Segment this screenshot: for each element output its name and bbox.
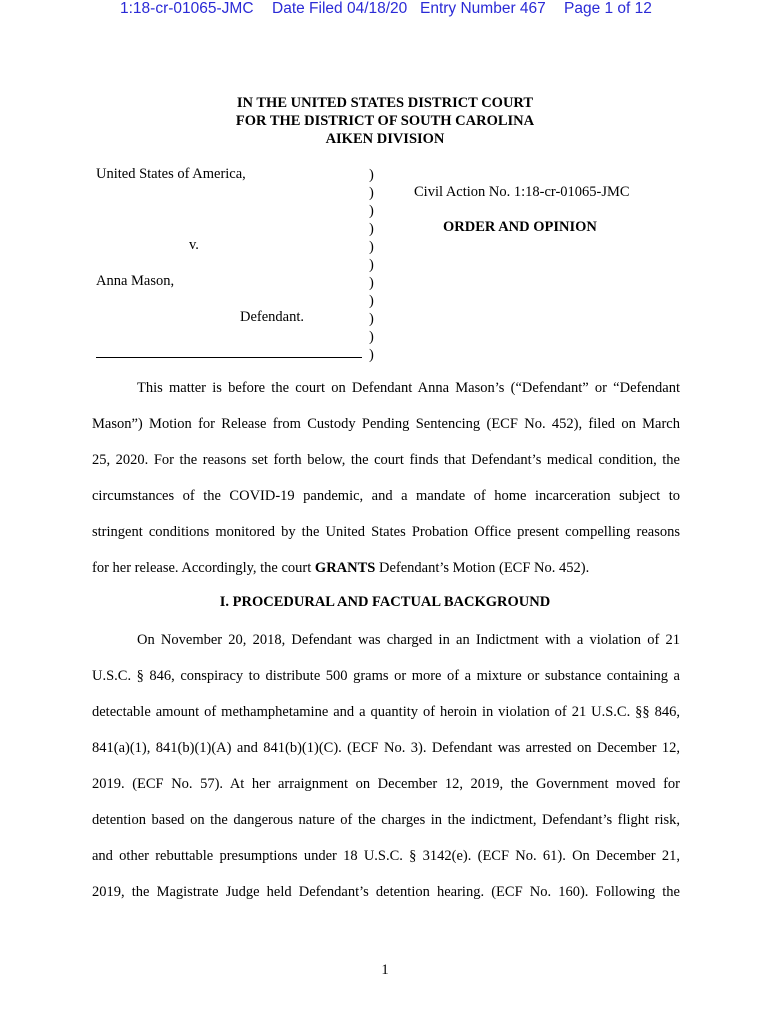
paragraph-line: and other rebuttable presumptions under 18 U.S.C. § 3142(e). (ECF No. 61). On December 21, — [92, 848, 680, 864]
paragraph-line: U.S.C. § 846, conspiracy to distribute 500 grams or more of a mixture or substance containing a — [92, 668, 680, 684]
caption-paren: ) — [369, 275, 374, 291]
caption-paren: ) — [369, 329, 374, 345]
paragraph-line: 25, 2020. For the reasons set forth below, the court finds that Defendant’s medical condition, the — [92, 452, 680, 468]
versus: v. — [189, 237, 199, 253]
caption-paren: ) — [369, 167, 374, 183]
court-heading-line1: IN THE UNITED STATES DISTRICT COURT — [236, 95, 534, 111]
paragraph-line: 2019. (ECF No. 57). At her arraignment on December 12, 2019, the Government moved for — [92, 776, 680, 792]
defendant-name: Anna Mason, — [96, 273, 175, 289]
background-paragraph — [92, 622, 680, 910]
paragraph-line: 2019, the Magistrate Judge held Defendant’s detention hearing. (ECF No. 160). Following the — [92, 884, 680, 900]
paragraph-text: Defendant’s Motion (ECF No. 452). — [375, 560, 590, 576]
paragraph-line: Mason”) Motion for Release from Custody Pending Sentencing (ECF No. 452), filed on March — [92, 416, 680, 432]
paragraph-text: for her release. Accordingly, the court — [92, 560, 315, 576]
paragraph-line: stringent conditions monitored by the United States Probation Office present compelling reasons — [92, 524, 680, 540]
intro-paragraph — [92, 370, 680, 586]
defendant-label: Defendant. — [240, 309, 305, 325]
date-filed: Date Filed 04/18/20 — [272, 0, 408, 17]
caption-paren: ) — [369, 203, 374, 219]
caption-paren: ) — [369, 347, 374, 363]
paragraph-line: detectable amount of methamphetamine and a quantity of heroin in violation of 21 U.S.C. §§ 846, — [92, 704, 680, 720]
entry-number: Entry Number 467 — [420, 0, 546, 17]
caption-paren: ) — [369, 293, 374, 309]
page-number: 1 — [381, 962, 389, 978]
civil-action-number: Civil Action No. 1:18-cr-01065-JMC — [414, 184, 630, 200]
caption-paren: ) — [369, 221, 374, 237]
caption-paren: ) — [369, 257, 374, 273]
paragraph-line: This matter is before the court on Defendant Anna Mason’s (“Defendant” or “Defendant — [137, 380, 680, 396]
page-of: Page 1 of 12 — [564, 0, 652, 17]
paragraph-line: 841(a)(1), 841(b)(1)(A) and 841(b)(1)(C). (ECF No. 3). Defendant was arrested on December 12, — [92, 740, 680, 756]
court-heading — [0, 94, 770, 148]
paragraph-line: On November 20, 2018, Defendant was charged in an Indictment with a violation of 21 — [137, 632, 680, 648]
paragraph-line — [92, 550, 680, 586]
grants-emphasis: GRANTS — [314, 560, 376, 576]
plaintiff-name: United States of America, — [96, 166, 246, 182]
court-heading-line2: FOR THE DISTRICT OF SOUTH CAROLINA — [235, 113, 535, 129]
caption-paren: ) — [369, 185, 374, 201]
caption-paren: ) — [369, 311, 374, 327]
case-number: 1:18-cr-01065-JMC — [120, 0, 254, 17]
caption-paren: ) — [369, 239, 374, 255]
ecf-header — [0, 0, 770, 18]
caption-underline — [96, 357, 362, 358]
section-heading: I. PROCEDURAL AND FACTUAL BACKGROUND — [219, 594, 551, 610]
paragraph-line: circumstances of the COVID-19 pandemic, and a mandate of home incarceration subject to — [92, 488, 680, 504]
court-heading-line3: AIKEN DIVISION — [325, 131, 445, 147]
document-title: ORDER AND OPINION — [443, 219, 597, 235]
paragraph-line: detention based on the dangerous nature of the charges in the indictment, Defendant’s flight risk, — [92, 812, 680, 828]
